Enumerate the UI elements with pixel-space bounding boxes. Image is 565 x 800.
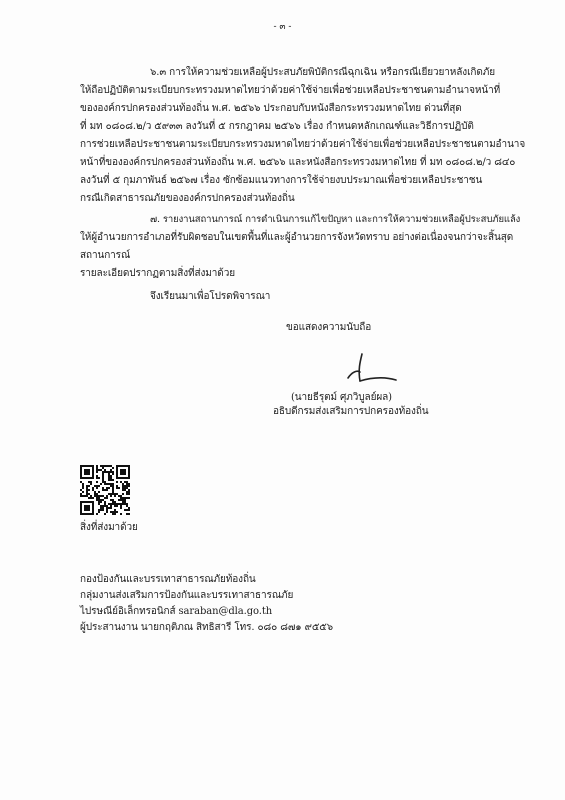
request-line: จึงเรียนมาเพื่อโปรดพิจารณา [150,291,271,302]
enclosure-label: สิ่งที่ส่งมาด้วย [80,522,138,533]
text-line: ให้ถือปฏิบัติตามระเบียบกระทรวงมหาดไทยว่าด้วยค่าใช้จ่ายเพื่อช่วยเหลือประชาชนตามอำนาจหน้าที่ [80,85,501,96]
closing-line: ขอแสดงความนับถือ [286,322,372,333]
contact-division: กองป้องกันและบรรเทาสาธารณภัยท้องถิ่น [80,574,256,585]
page-number: - ๓ - [273,22,292,32]
contact-email: ไปรษณีย์อิเล็กทรอนิกส์ saraban@dla.go.th [80,606,273,617]
details-line: รายละเอียดปรากฏตามสิ่งที่ส่งมาด้วย [80,268,235,279]
text-line: สถานการณ์ [80,250,131,261]
text-line: ๗. รายงานสถานการณ์ การดำเนินการแก้ไขปัญหา และการให้ความช่วยเหลือผู้ประสบภัยแล้ง [150,214,521,225]
text-line: หน้าที่ขององค์กรปกครองส่วนท้องถิ่น พ.ศ. ๒๕๖๖ และหนังสือกระทรวงมหาดไทย ที่ มท ๐๘๐๘.๒/ว ๘๔๐ [80,157,516,168]
contact-coordinator: ผู้ประสานงาน นายกฤติภณ สิทธิสารี โทร. ๐๘๐ ๘๗๑ ๙๕๕๖ [80,622,334,633]
text-line: การช่วยเหลือประชาชนตามระเบียบกระทรวงมหาดไทยว่าด้วยค่าใช้จ่ายเพื่อช่วยเหลือประชาชนตามอำนาจ [80,139,526,150]
contact-group: กลุ่มงานส่งเสริมการป้องกันและบรรเทาสาธารณภัย [80,590,294,601]
text-line: ที่ มท ๐๘๐๘.๒/ว ๕๙๓๓ ลงวันที่ ๕ กรกฎาคม ๒๕๖๖ เรื่อง กำหนดหลักเกณฑ์และวิธีการปฏิบัติ [80,121,474,132]
text-line: ๖.๓ การให้ความช่วยเหลือผู้ประสบภัยพิบัติกรณีฉุกเฉิน หรือกรณีเยียวยาหลังเกิดภัย [150,67,495,78]
signer-name: (นายธีรุตม์ ศุภวิบูลย์ผล) [291,392,392,403]
text-line: ให้ผู้อำนวยการอำเภอที่รับผิดชอบในเขตพื้นที่และผู้อำนวยการจังหวัดทราบ อย่างต่อเนื่องจนกว่าจะสิ้นสุด [80,232,514,243]
signature [330,348,400,388]
text-line: ขององค์กรปกครองส่วนท้องถิ่น พ.ศ. ๒๕๖๖ ประกอบกับหนังสือกระทรวงมหาดไทย ด่วนที่สุด [80,103,462,114]
signer-title: อธิบดีกรมส่งเสริมการปกครองท้องถิ่น [273,406,429,417]
text-line: ลงวันที่ ๕ กุมภาพันธ์ ๒๕๖๗ เรื่อง ซักซ้อมแนวทางการใช้จ่ายงบประมาณเพื่อช่วยเหลือประชาชน [80,175,483,186]
qr-code [80,465,130,515]
text-line: กรณีเกิดสาธารณภัยขององค์กรปกครองส่วนท้องถิ่น [80,193,295,204]
